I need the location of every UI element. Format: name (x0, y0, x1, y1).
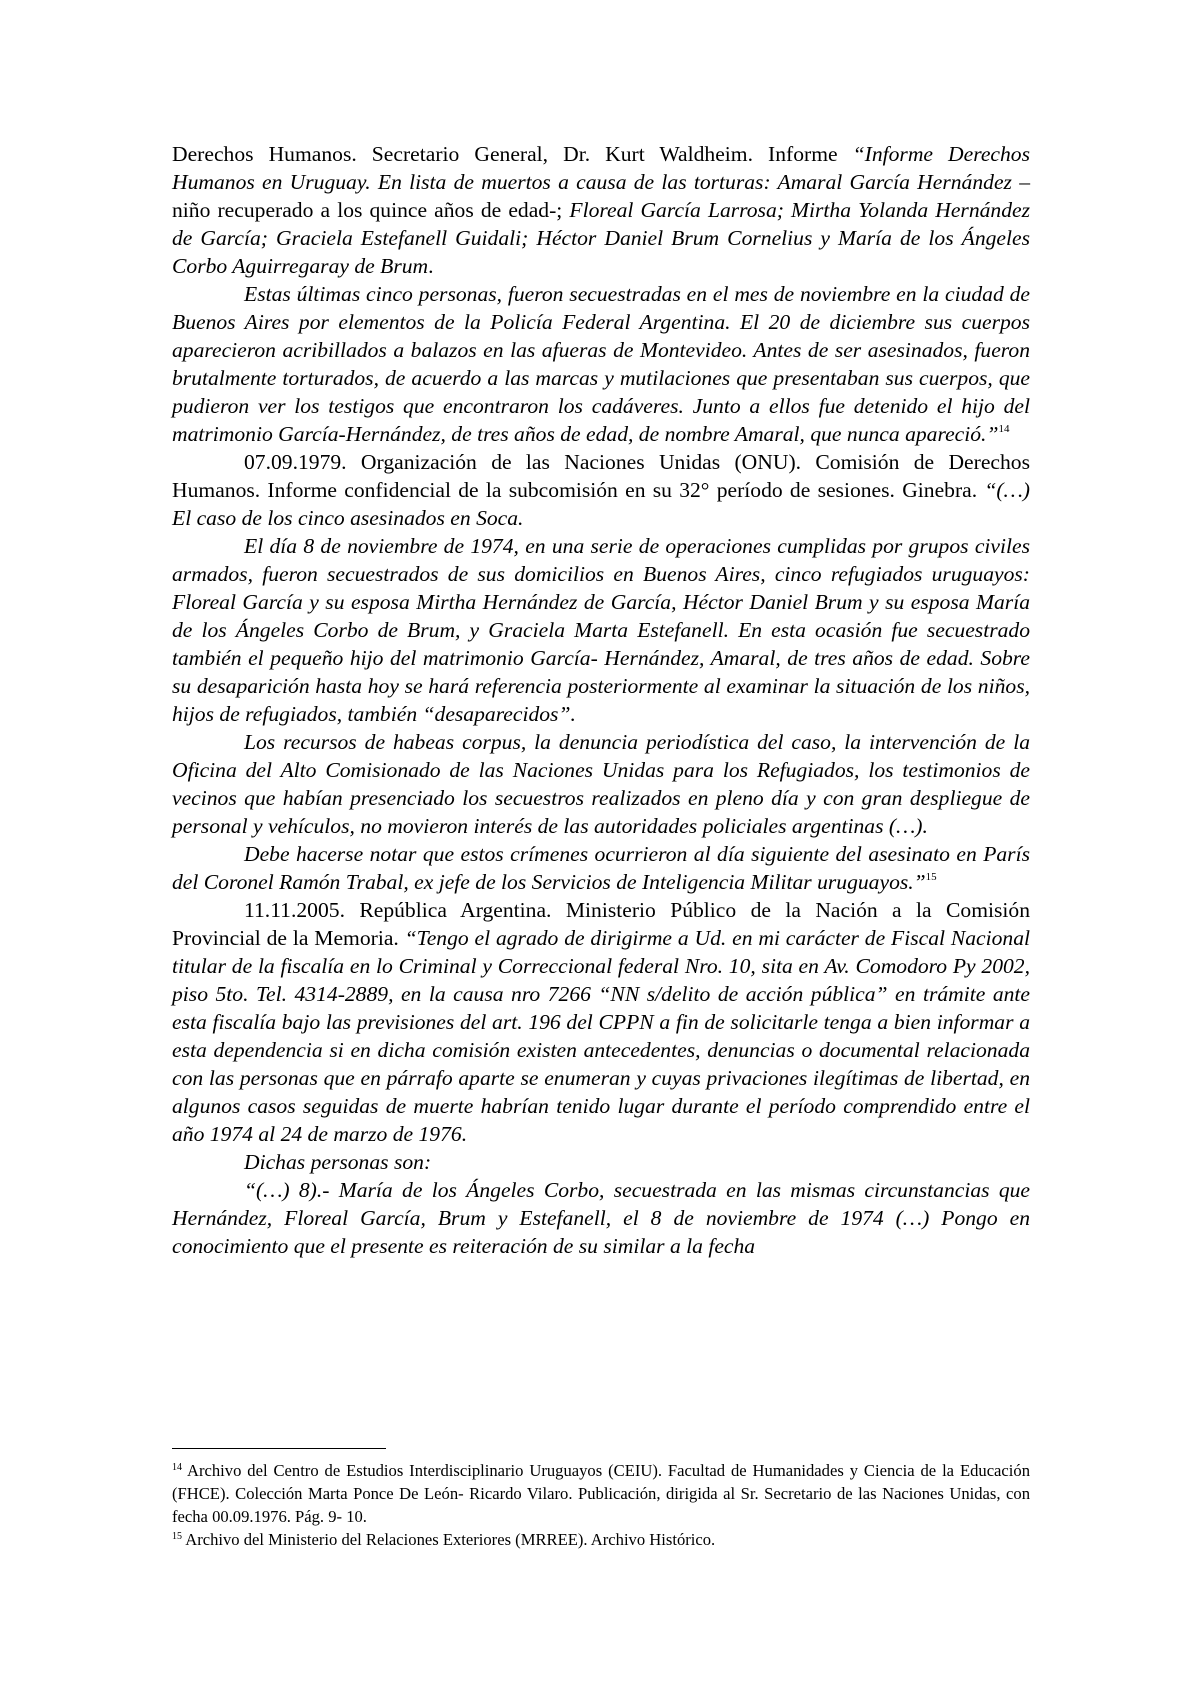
footnote (172, 1528, 1030, 1551)
paragraph (172, 1148, 1030, 1176)
paragraph (172, 532, 1030, 728)
paragraph (172, 840, 1030, 896)
paragraph (172, 280, 1030, 448)
italic-text: Estas últimas cinco personas, fueron secuestradas en el mes de noviembre en la ciudad de Buenos Aires por elementos de la Policía Federal Argentina. El 20 de diciembre sus cuerpos aparecieron acribillados a balazos en las afueras de Montevideo. Antes de ser asesinados, fueron brutalmente torturados, de acuerdo a las marcas y mutilaciones que presentaban sus cuerpos, que pudieron ver los testigos que encontraron los cadáveres. Junto a ellos fue detenido el hijo del matrimonio García-Hernández, de tres años de edad, de nombre Amaral, que nunca apareció.” (172, 282, 1030, 446)
footnote-number: 15 (172, 1531, 182, 1542)
text-run: 11.11.2005. República Argentina. Ministerio Público de la Nación a la Comisión Provincial de la Memoria. (172, 898, 1030, 950)
paragraph (172, 896, 1030, 1148)
text-run: Derechos Humanos. Secretario General, Dr. Kurt Waldheim. Informe (172, 142, 853, 166)
document-body (172, 140, 1030, 1260)
footnote-reference: 15 (925, 871, 937, 883)
footnotes-section (172, 1448, 1030, 1551)
paragraph (172, 1176, 1030, 1260)
paragraph (172, 140, 1030, 280)
footnote (172, 1459, 1030, 1528)
text-run: 07.09.1979. Organización de las Naciones Unidas (ONU). Comisión de Derechos Humanos. Informe confidencial de la subcomisión en su 32° período de sesiones. Ginebra. (172, 450, 1030, 502)
italic-text: Debe hacerse notar que estos crímenes ocurrieron al día siguiente del asesinato en París del Coronel Ramón Trabal, ex jefe de los Servicios de Inteligencia Militar uruguayos.” (172, 842, 1030, 894)
italic-text: Floreal García Larrosa; Mirtha Yolanda Hernández de García; Graciela Estefanell Guidali; Héctor Daniel Brum Cornelius y María de los Ángeles Corbo Aguirregaray de Brum (172, 198, 1030, 278)
text-run: – niño recuperado a los quince años de edad-; (172, 170, 1030, 222)
footnote-text: Archivo del Centro de Estudios Interdisciplinario Uruguayos (CEIU). Facultad de Humanidades y Ciencia de la Educación (FHCE). Colección Marta Ponce De León- Ricardo Vilaro. Publicación, dirigida al Sr. Secretario de las Naciones Unidas, con fecha 00.09.1976. Pág. 9- 10. (172, 1461, 1030, 1526)
footnote-number: 14 (172, 1462, 182, 1473)
paragraph (172, 728, 1030, 840)
footnote-text: Archivo del Ministerio del Relaciones Exteriores (MRREE). Archivo Histórico. (182, 1530, 716, 1549)
text-run: . (428, 254, 434, 278)
italic-text: “(…) El caso de los cinco asesinados en Soca. (172, 478, 1030, 530)
italic-text: “Tengo el agrado de dirigirme a Ud. en mi carácter de Fiscal Nacional titular de la fiscalía en lo Criminal y Correccional federal Nro. 10, sita en Av. Comodoro Py 2002, piso 5to. Tel. 4314-2889, en la causa nro 7266 “NN s/delito de acción pública” en trámite ante esta fiscalía bajo las previsiones del art. 196 del CPPN a fin de solicitarle tenga a bien informar a esta dependencia si en dicha comisión existen antecedentes, denuncias o documental relacionada con las personas que en párrafo aparte se enumeran y cuyas privaciones ilegítimas de libertad, en algunos casos seguidas de muerte habrían tenido lugar durante el período comprendido entre el año 1974 al 24 de marzo de 1976. (172, 926, 1031, 1146)
italic-text: Dichas personas son: (244, 1150, 432, 1174)
italic-text: Los recursos de habeas corpus, la denuncia periodística del caso, la intervención de la Oficina del Alto Comisionado de las Naciones Unidas para los Refugiados, los testimonios de vecinos que habían presenciado los secuestros realizados en pleno día y con gran despliegue de personal y vehículos, no movieron interés de las autoridades policiales argentinas (…). (172, 730, 1030, 838)
italic-text: “Informe Derechos Humanos en Uruguay. En lista de muertos a causa de las torturas: Amaral García Hernández (172, 142, 1030, 194)
footnote-reference: 14 (998, 423, 1010, 435)
italic-text: “(…) 8).- María de los Ángeles Corbo, secuestrada en las mismas circunstancias que Hernández, Floreal García, Brum y Estefanell, el 8 de noviembre de 1974 (…) Pongo en conocimiento que el presente es reiteración de su similar a la fecha (172, 1178, 1030, 1258)
footnote-separator (172, 1448, 386, 1449)
footnote-list (172, 1459, 1030, 1551)
paragraph (172, 448, 1030, 532)
italic-text: El día 8 de noviembre de 1974, en una serie de operaciones cumplidas por grupos civiles armados, fueron secuestrados de sus domicilios en Buenos Aires, cinco refugiados uruguayos: Floreal García y su esposa Mirtha Hernández de García, Héctor Daniel Brum y su esposa María de los Ángeles Corbo de Brum, y Graciela Marta Estefanell. En esta ocasión fue secuestrado también el pequeño hijo del matrimonio García- Hernández, Amaral, de tres años de edad. Sobre su desaparición hasta hoy se hará referencia posteriormente al examinar la situación de los niños, hijos de refugiados, también “desaparecidos”. (172, 534, 1030, 726)
